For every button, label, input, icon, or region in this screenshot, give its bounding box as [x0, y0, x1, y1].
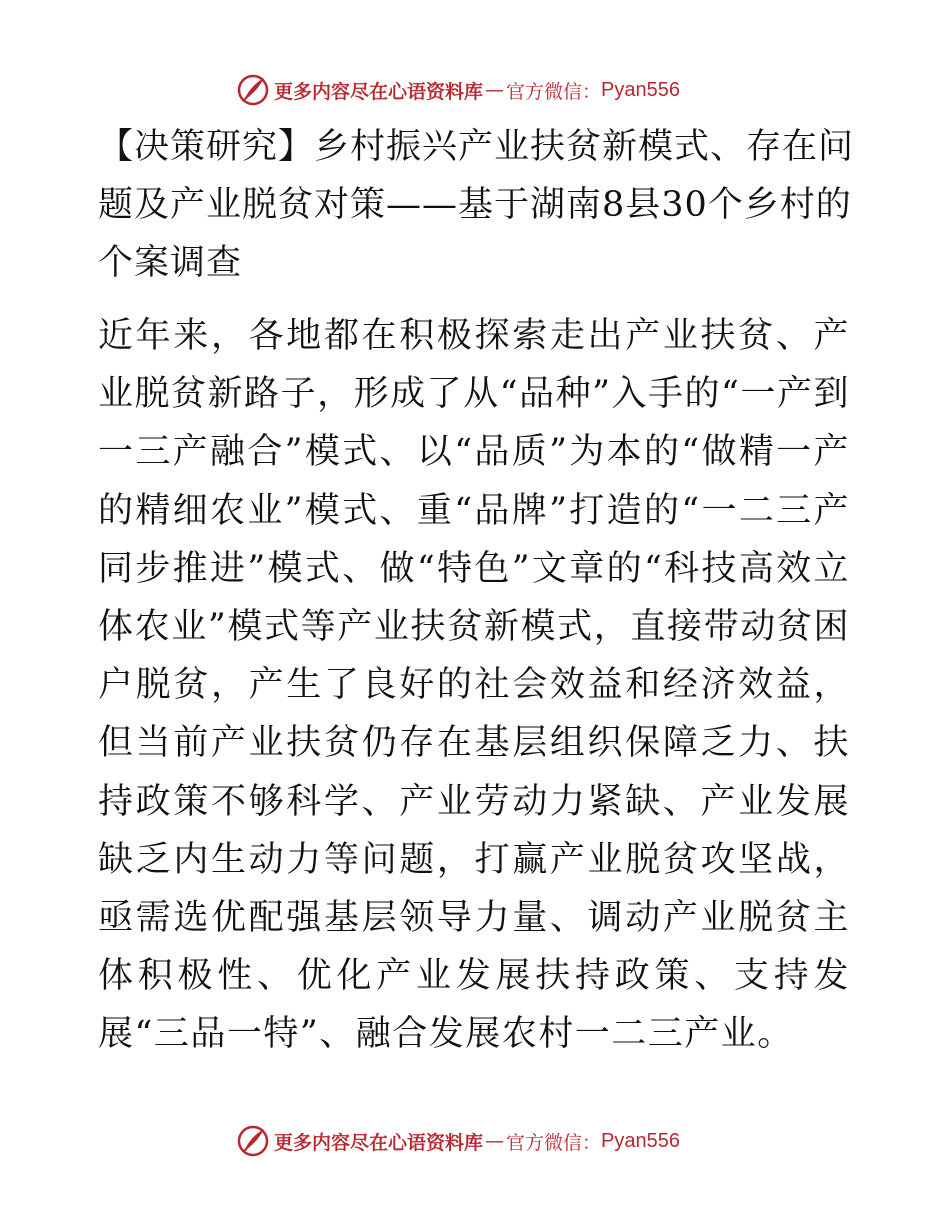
header-watermark-banner	[236, 70, 680, 110]
footer-dash: —	[485, 1130, 505, 1152]
quill-pen-logo-icon	[236, 1124, 270, 1158]
document-title: 【决策研究】乡村振兴产业扶贫新模式、存在问题及产业脱贫对策——基于湖南8县30个乡村的个案调查	[98, 127, 855, 283]
header-wechat-label: 官方微信：	[506, 80, 602, 103]
header-brand-text: 更多内容尽在心语资料库	[274, 80, 484, 103]
header-wechat-id: Pyan556	[601, 78, 680, 101]
footer-wechat-label: 官方微信：	[506, 1131, 602, 1154]
header-dash: —	[485, 79, 505, 101]
footer-watermark-banner	[236, 1121, 680, 1161]
document-body-paragraph: 近年来，各地都在积极探索走出产业扶贫、产业脱贫新路子，形成了从“品种”入手的“一产到一三产融合”模式、以“品质”为本的“做精一产的精细农业”模式、重“品牌”打造的“一二三产同步推进”模式、做“特色”文章的“科技高效立体农业”模式等产业扶贫新模式，直接带动贫困户脱贫，产生了良好的社会效益和经济效益，但当前产业扶贫仍存在基层组织保障乏力、扶持政策不够科学、产业劳动力紧缺、产业发展缺乏内生动力等问题，打赢产业脱贫攻坚战，亟需选优配强基层领导力量、调动产业脱贫主体积极性、优化产业发展扶持政策、支持发展“三品一特”、融合发展农村一二三产业。	[98, 316, 850, 1055]
quill-pen-logo-icon	[236, 73, 270, 107]
footer-wechat-id: Pyan556	[601, 1129, 680, 1152]
footer-brand-text: 更多内容尽在心语资料库	[274, 1131, 484, 1154]
